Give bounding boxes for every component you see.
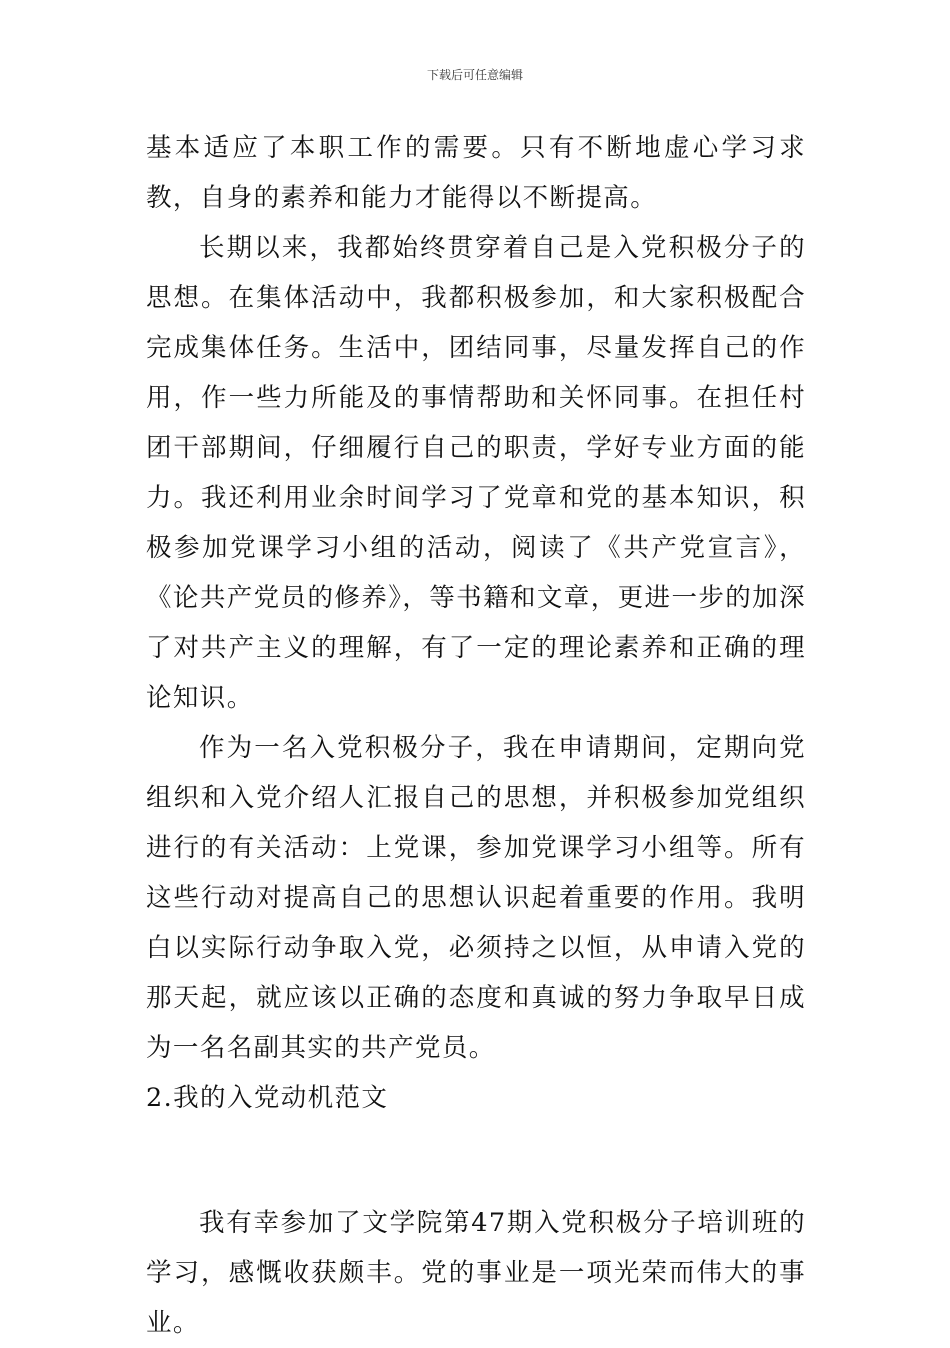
paragraph-3: 作为一名入党积极分子，我在申请期间，定期向党组织和入党介绍人汇报自己的思想，并积极参加党组织进行的有关活动：上党课，参加党课学习小组等。所有这些行动对提高自己的思想认识起着重要的作用。我明白以实际行动争取入党，必须持之以恒，从申请入党的那天起，就应该以正确的态度和真诚的努力争取早日成为一名名副其实的共产党员。 (146, 733, 806, 1063)
paragraph-4: 我有幸参加了文学院第47期入党积极分子培训班的学习，感慨收获颇丰。党的事业是一项光荣而伟大的事业。 (146, 1208, 806, 1338)
section-spacer (146, 1123, 806, 1198)
section-heading-2: 2.我的入党动机范文 (146, 1083, 389, 1113)
paragraph-1: 基本适应了本职工作的需要。只有不断地虚心学习求教，自身的素养和能力才能得以不断提高。 (146, 133, 806, 213)
paragraph-2: 长期以来，我都始终贯穿着自己是入党积极分子的思想。在集体活动中，我都积极参加，和大家积极配合完成集体任务。生活中，团结同事，尽量发挥自己的作用，作一些力所能及的事情帮助和关怀同事。在担任村团干部期间，仔细履行自己的职责，学好专业方面的能力。我还利用业余时间学习了党章和党的基本知识，积极参加党课学习小组的活动，阅读了《共产党宣言》，《论共产党员的修养》，等书籍和文章，更进一步的加深了对共产主义的理解，有了一定的理论素养和正确的理论知识。 (146, 233, 806, 713)
page-header-note: 下载后可任意编辑 (426, 68, 523, 82)
document-body (146, 123, 806, 1348)
